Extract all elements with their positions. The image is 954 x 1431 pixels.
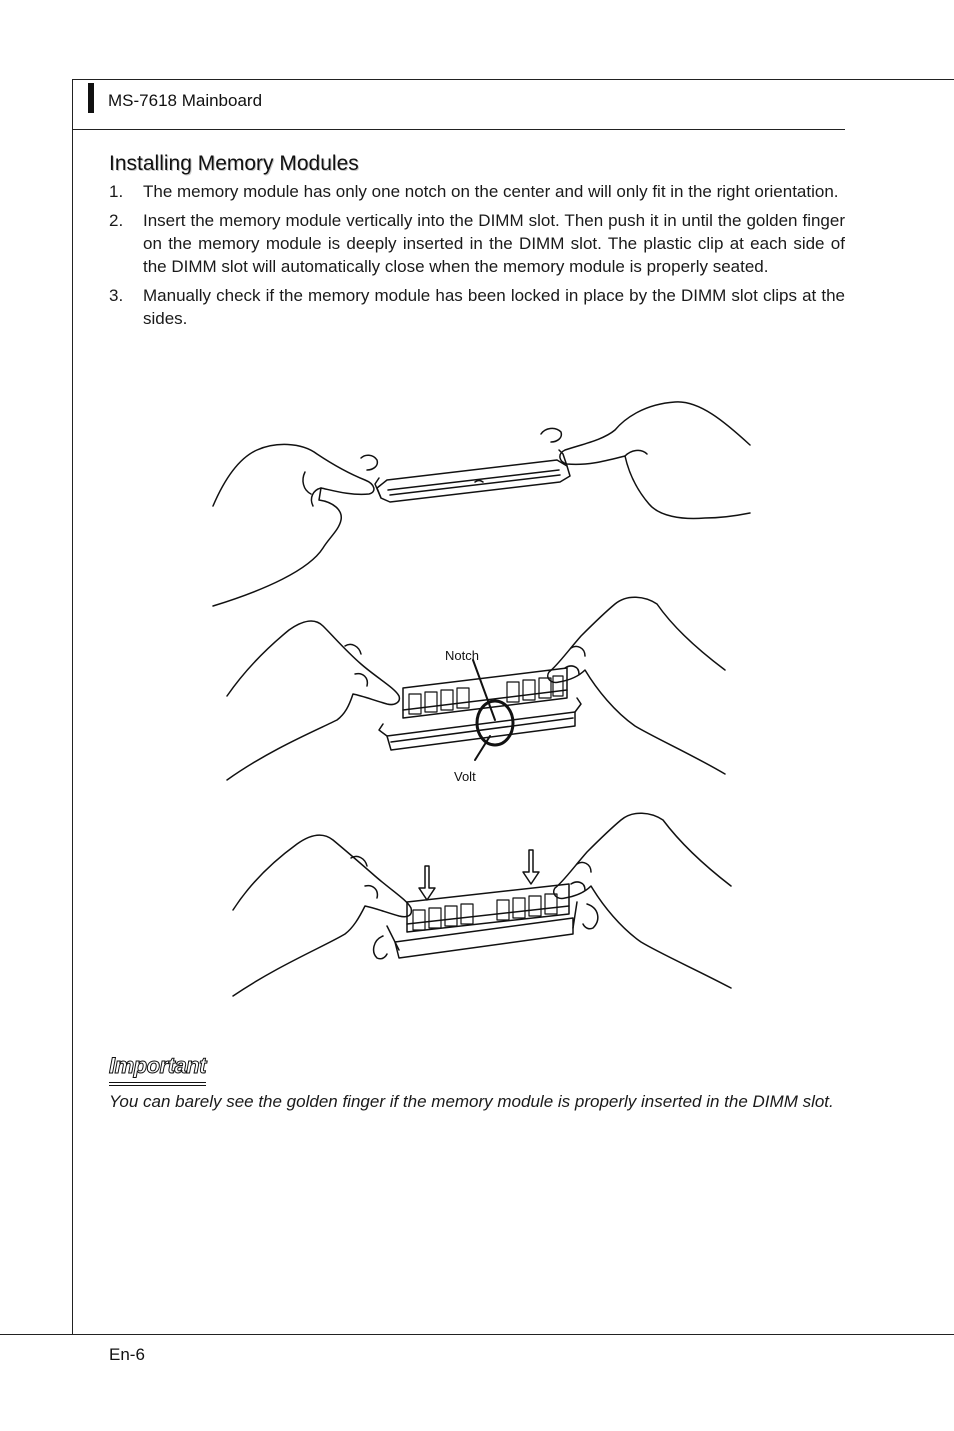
step-number: 1. [109,182,124,201]
step-text: The memory module has only one notch on the center and will only fit in the right orientation. [143,182,839,201]
memory-installation-illustration [205,398,765,1003]
notch-label: Notch [445,648,479,663]
header-marker [88,83,94,113]
important-heading: Important [109,1053,206,1086]
header-bottom-rule [72,129,845,130]
left-margin-rule [72,79,73,1335]
header-top-rule [72,79,954,80]
instruction-list [109,180,845,336]
header-title: MS-7618 Mainboard [108,91,263,110]
volt-label: Volt [454,769,476,784]
section-title: Installing Memory Modules [109,152,359,175]
module-align-drawing [227,597,725,780]
step-text: Manually check if the memory module has been locked in place by the DIMM slot clips at the sides. [143,286,845,328]
step-number: 2. [109,211,124,230]
step-number: 3. [109,286,124,305]
important-note: You can barely see the golden finger if the memory module is properly inserted in the DIMM slot. [109,1092,834,1111]
footer-rule [0,1334,954,1335]
slot-open-drawing [213,402,750,606]
page-number: En-6 [109,1345,145,1364]
instruction-step [109,284,845,330]
step-text: Insert the memory module vertically into the DIMM slot. Then push it in until the golden finger on the memory module is deeply inserted in the DIMM slot. The plastic clip at each side of the DIMM slot will automatically close when the memory module is properly seated. [143,211,845,276]
module-seated-drawing [233,813,731,996]
instruction-step [109,180,845,203]
instruction-step [109,209,845,278]
